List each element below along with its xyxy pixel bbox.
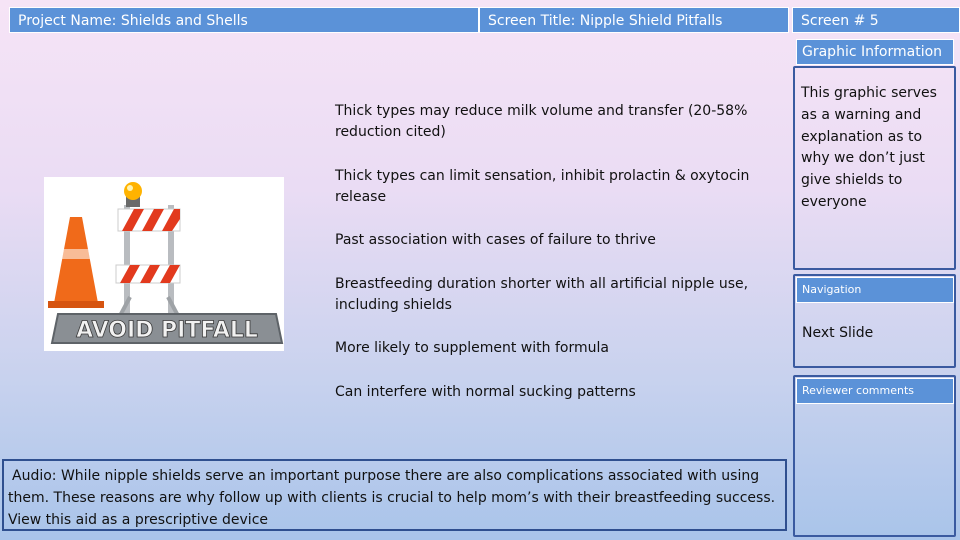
bullet-item: Can interfere with normal sucking patterns <box>335 384 636 400</box>
graphic-information-text: This graphic serves as a warning and explanation as to why we don’t just give shields to everyone <box>801 85 937 210</box>
bullet-item: Thick types may reduce milk volume and transfer (20-58% reduction cited) <box>335 103 748 140</box>
graphic-information-title: Graphic Information <box>796 39 954 65</box>
sign-text: AVOID PITFALL <box>76 318 258 343</box>
screen-title-header: Screen Title: Nipple Shield Pitfalls <box>479 7 789 33</box>
avoid-pitfall-graphic <box>44 177 284 351</box>
reviewer-comments-title: Reviewer comments <box>796 378 954 404</box>
bullet-item: Breastfeeding duration shorter with all artificial nipple use, including shields <box>335 276 749 313</box>
audio-script-text: Audio: While nipple shields serve an important purpose there are also complications associated with using them. These reasons are why follow up with clients is crucial to help mom’s with their breastfeeding success. View this aid as a prescriptive device <box>8 468 776 528</box>
project-name-header: Project Name: Shields and Shells <box>9 7 479 33</box>
screen-number-header: Screen # 5 <box>792 7 960 33</box>
navigation-title: Navigation <box>796 277 954 303</box>
next-slide-link[interactable]: Next Slide <box>802 325 874 341</box>
bullet-item: Past association with cases of failure to thrive <box>335 232 656 248</box>
bullet-item: Thick types can limit sensation, inhibit prolactin & oxytocin release <box>335 168 750 205</box>
bullet-item: More likely to supplement with formula <box>335 340 609 356</box>
audio-script-box <box>2 459 787 531</box>
construction-barrier-icon <box>44 177 284 351</box>
